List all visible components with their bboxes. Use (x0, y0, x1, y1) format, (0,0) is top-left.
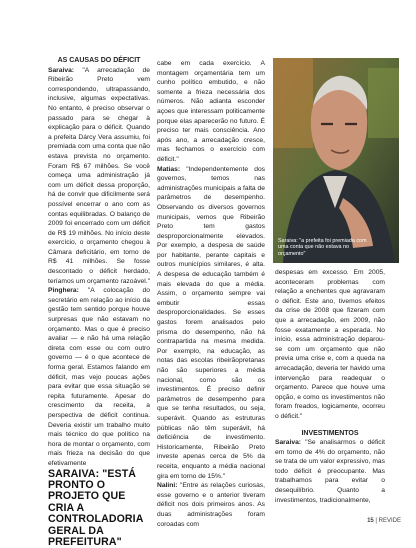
portrait-photo (273, 58, 399, 263)
section-heading-investments: INVESTIMENTOS (301, 429, 359, 437)
page-footer (367, 518, 401, 524)
footer-separator: | (375, 518, 377, 524)
paragraph-nalini (157, 481, 265, 529)
paragraph-text: "Entre as relações curiosas, esse governo e o anterior tiveram déficit nos dois primeiros anos. As duas administrações foram coroadas com (157, 482, 265, 528)
speaker-name: Pinghera: (48, 287, 79, 295)
page-number: 15 (367, 518, 374, 524)
paragraph-text: "A colocação do secretário em relação ao início da gestão tem sentido porque houve surpresas que não estavam no orçamento. Mas o que é preciso avaliar — e não há uma relação direta com esse ou com outro governo — é o que acontece de forma geral. Estamos falando em déficit, mas vejo poucas ações para evitar que essa situação se repita futuramente. Apesar do crescimento da receita, a perspectiva de déficit continua. Deveria existir um trabalho muito mais técnico do que político na hora de montar o orçamento, com mais frieza na decisão do que efetivamente (48, 287, 150, 467)
article-column-2 (157, 59, 265, 529)
article-column-3 (275, 268, 385, 505)
paragraph-saraiva-2 (275, 438, 385, 505)
paragraph-continued: cabe em cada exercício. A montagem orçamentária tem um cunho político embutido, e não somente a frieza necessária dos números. Não adianta esconder açoes que interessam politicamente porque elas aparecerão no futuro. É preciso ter mais consciência. Ano após ano, a arrecadação cresce, mas fechamos o exercício com déficit." (157, 60, 265, 163)
portrait-illustration (273, 58, 399, 263)
speaker-name: Saraiva: (48, 66, 75, 74)
paragraph-text: "A arrecadação de Ribeirão Preto vem correspondendo, ultrapassando, inclusive, algumas expectativas. No entanto, é preciso observar o passado para se chegar à explicação para o déficit. Quando a prefeita Dárcy Vera assumiu, foi premiada com uma conta que não estava prevista no orçamento. Foram R$ 67 milhões. Se você começa uma administração já com um déficit dessa proporção, há de convir que dificilmente será possível encerrar o ano com as contas equilibradas. O balanço de 2009 foi encerrado com um déficit de R$ 19 milhões. No início deste exercício, o orçamento chegou à Câmara deficitário, em torno de R$ 41 milhões. Se fosse descontado o déficit herdado, teríamos um orçamento razoável." (48, 66, 150, 285)
magazine-name: REVIDE (378, 518, 401, 524)
speaker-name: Saraiva: (275, 439, 302, 447)
photo-caption: Saraiva: "a prefeita foi premiada com uma conta que não estava no orçamento" (278, 238, 367, 257)
paragraph-text: "Se analisarmos o déficit em torno de 4% do orçamento, não se trata de um valor expressivo, mas todo déficit é preocupante. Mas trabalhamos para evitar o desequilíbrio. Quanto a investimentos, tradicionalmente, (275, 439, 385, 504)
speaker-name: Nalini: (157, 482, 178, 490)
paragraph-continued: despesas em excesso. Em 2005, aconteceram problemas com relação a enchentes que agravaram o déficit. Este ano, tivemos efeitos da crise de 2008 que fizeram com que a arrecadação, em 2009, não fosse exatamente a esperada. No início, essa administração deparou-se com um orçamento que não previa uma crise e, com a queda na arrecadação, deveria ter havido uma intervenção para readequar o orçamento. Parece que houve uma opção, e como os investimentos não foram freados, logicamente, ocorreu o déficit." (275, 269, 385, 420)
article-column-1 (48, 56, 150, 548)
paragraph-saraiva-1 (48, 66, 150, 287)
paragraph-text: "Independentemente dos governos, temos nas administrações municipais a falta de parâmetros de desempenho. Observando os diversos governos municipais, vemos que Ribeirão Preto tem gastos desproporcionalmente elevados. Por exemplo, a despesa de saúde por habitante, perante capitais e outros municípios similares, é alta. A despesa de educação também é mais elevada do que a média. Assim, o orçamento sempre vai embutir essas desproporcionalidades. Se esses gastos forem analisados pelo prisma do desempenho, não há contrapartida na mesma medida. Por exemplo, na educação, as notas das escolas ribeirãopretanas não são superiores a média nacional, como são os investimentos. É preciso definir parâmetros de desempenho para que se tenha resultados, ou seja, superávit. Quando as estruturas públicas não têm superávit, há deficiência de investimento. Historicamente, Ribeirão Preto investe apenas cerca de 5% da receita, enquanto a média nacional gira em torno de 15%." (157, 165, 266, 480)
pull-quote: SARAIVA: "ESTÁ PRONTO O PROJETO QUE CRIA A CONTROLADORIA GERAL DA PREFEITURA" (48, 467, 144, 548)
paragraph-pinghera (48, 286, 150, 468)
speaker-name: Matias: (157, 165, 181, 173)
section-heading-causes: AS CAUSAS DO DÉFICIT (57, 57, 141, 64)
paragraph-matias (157, 165, 265, 482)
